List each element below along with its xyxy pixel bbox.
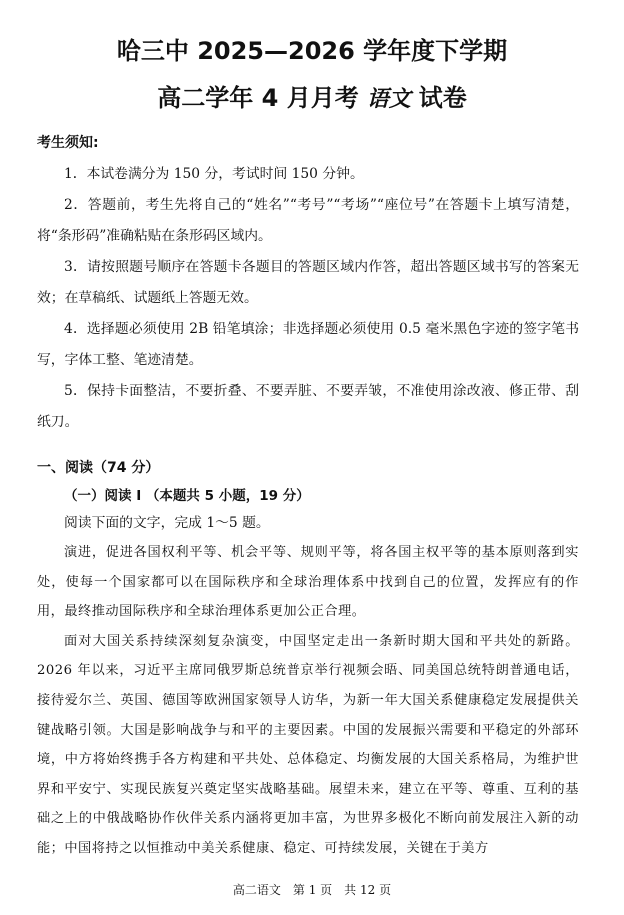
exam-title-line2 (0, 83, 624, 114)
notice-item: 4．选择题必须使用 2B 铅笔填涂；非选择题必须使用 0.5 毫米黑色字迹的签字笔书写，字体工整、笔迹清楚。 (37, 321, 579, 368)
notice-item: 5．保持卡面整洁，不要折叠、不要弄脏、不要弄皱，不准使用涂改液、修正带、刮纸刀。 (37, 383, 579, 430)
subject-name: 语文 (366, 86, 411, 112)
notice-item: 2．答题前，考生先将自己的“姓名”“考号”“考场”“座位号”在答题卡上填写清楚，将“条形码”准确粘贴在条形码区域内。 (37, 197, 579, 244)
notice-item: 1．本试卷满分为 150 分，考试时间 150 分钟。 (64, 166, 364, 182)
notice-heading: 考生须知: (37, 135, 99, 151)
title-prefix: 高二学年 4 月月考 (157, 84, 359, 112)
title-suffix: 试卷 (418, 84, 467, 112)
passage-paragraph: 面对大国关系持续深刻复杂演变，中国坚定走出一条新时期大国和平共处的新路。2026 年以来，习近平主席同俄罗斯总统普京举行视频会晤、同美国总统特朗普通电话，接待爱尔兰、英国、德国等欧洲国家领导人访华，为新一年大国关系健康稳定发展提供关键战略引领。大国是影响战争与和平的主要因素。中国的发展振兴需要和平稳定的外部环境，中方将始终携手各方构建和平共处、总体稳定、均衡发展的大国关系格局，为维护世界和平安宁、实现民族复兴奠定坚实战略基础。展望未来，建立在平等、尊重、互利的基础之上的中俄战略协作伙伴关系内涵将更加丰富，为世界多极化不断向前发展注入新的动能；中国将持之以恒推动中美关系健康、稳定、可持续发展，关键在于美方 (37, 633, 579, 856)
reading-passage (37, 538, 579, 864)
subsection-heading: （一）阅读 I （本题共 5 小题，19 分） (64, 488, 310, 504)
section-heading: 一、阅读（74 分） (37, 460, 160, 476)
reading-instruction: 阅读下面的文字，完成 1～5 题。 (64, 515, 270, 531)
notice-list (37, 159, 579, 438)
notice-item: 3．请按照题号顺序在答题卡各题目的答题区域内作答，超出答题区域书写的答案无效；在草稿纸、试题纸上答题无效。 (37, 259, 579, 306)
passage-paragraph: 演进，促进各国权利平等、机会平等、规则平等，将各国主权平等的基本原则落到实处，使每一个国家都可以在国际秩序和全球治理体系中找到自己的位置，发挥应有的作用，最终推动国际秩序和全球治理体系更加公正合理。 (37, 545, 579, 620)
exam-title-line1: 哈三中 2025—2026 学年度下学期 (116, 37, 508, 65)
page-footer: 高二语文 第 1 页 共 12 页 (232, 883, 392, 897)
